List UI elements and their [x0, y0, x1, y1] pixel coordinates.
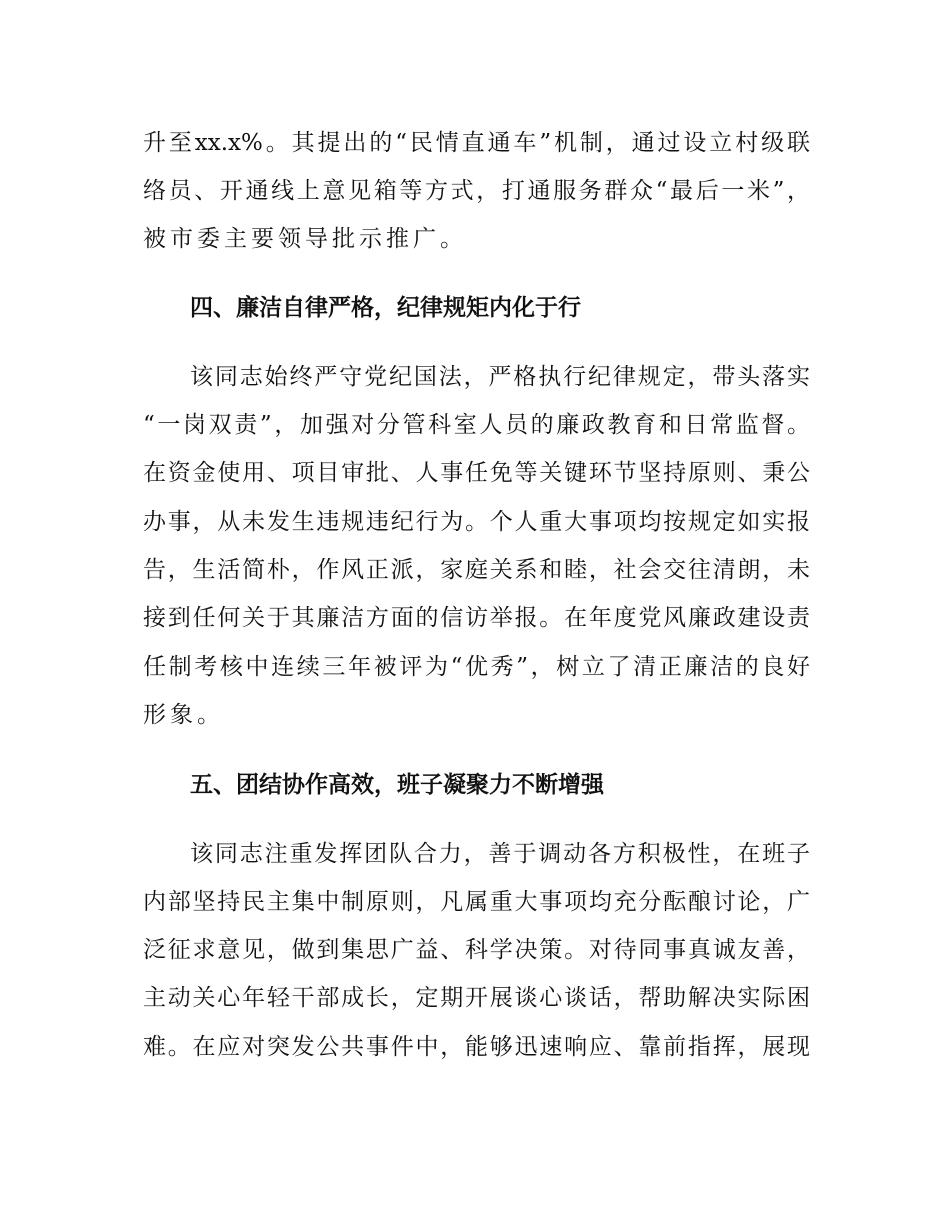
text-line: 被市委主要领导批示推广。: [143, 226, 467, 252]
text-line: 主动关心年轻干部成长，定期开展谈心谈话，帮助解决实际困: [143, 985, 810, 1011]
text-line: 络员、开通线上意见箱等方式，打通服务群众“最后一米”，: [143, 178, 810, 204]
text-line: 任制考核中连续三年被评为“优秀”，树立了清正廉洁的良好: [143, 654, 810, 680]
text-line: 办事，从未发生违规违纪行为。个人重大事项均按规定如实报: [143, 509, 810, 535]
text-line: 升至xx.x%。其提出的“民情直通车”机制，通过设立村级联: [143, 130, 810, 156]
text-line: 该同志始终严守党纪国法，严格执行纪律规定，带头落实: [190, 364, 810, 390]
text-line: 难。在应对突发公共事件中，能够迅速响应、靠前指挥，展现: [143, 1034, 810, 1060]
section-heading-5: 五、团结协作高效，班子凝聚力不断增强: [190, 772, 604, 798]
text-line: 形象。: [143, 702, 224, 728]
text-line: 泛征求意见，做到集思广益、科学决策。对待同事真诚友善，: [143, 937, 810, 963]
text-line: 在资金使用、项目审批、人事任免等关键环节坚持原则、秉公: [143, 460, 810, 486]
text-line: 内部坚持民主集中制原则，凡属重大事项均充分酝酿讨论，广: [143, 889, 810, 915]
section-heading-4: 四、廉洁自律严格，纪律规矩内化于行: [190, 295, 581, 321]
text-line: 告，生活简朴，作风正派，家庭关系和睦，社会交往清朗，未: [143, 557, 810, 583]
text-line: “一岗双责”，加强对分管科室人员的廉政教育和日常监督。: [143, 412, 810, 438]
text-line: 接到任何关于其廉洁方面的信访举报。在年度党风廉政建设责: [143, 605, 810, 631]
text-line: 该同志注重发挥团队合力，善于调动各方积极性，在班子: [190, 841, 810, 867]
